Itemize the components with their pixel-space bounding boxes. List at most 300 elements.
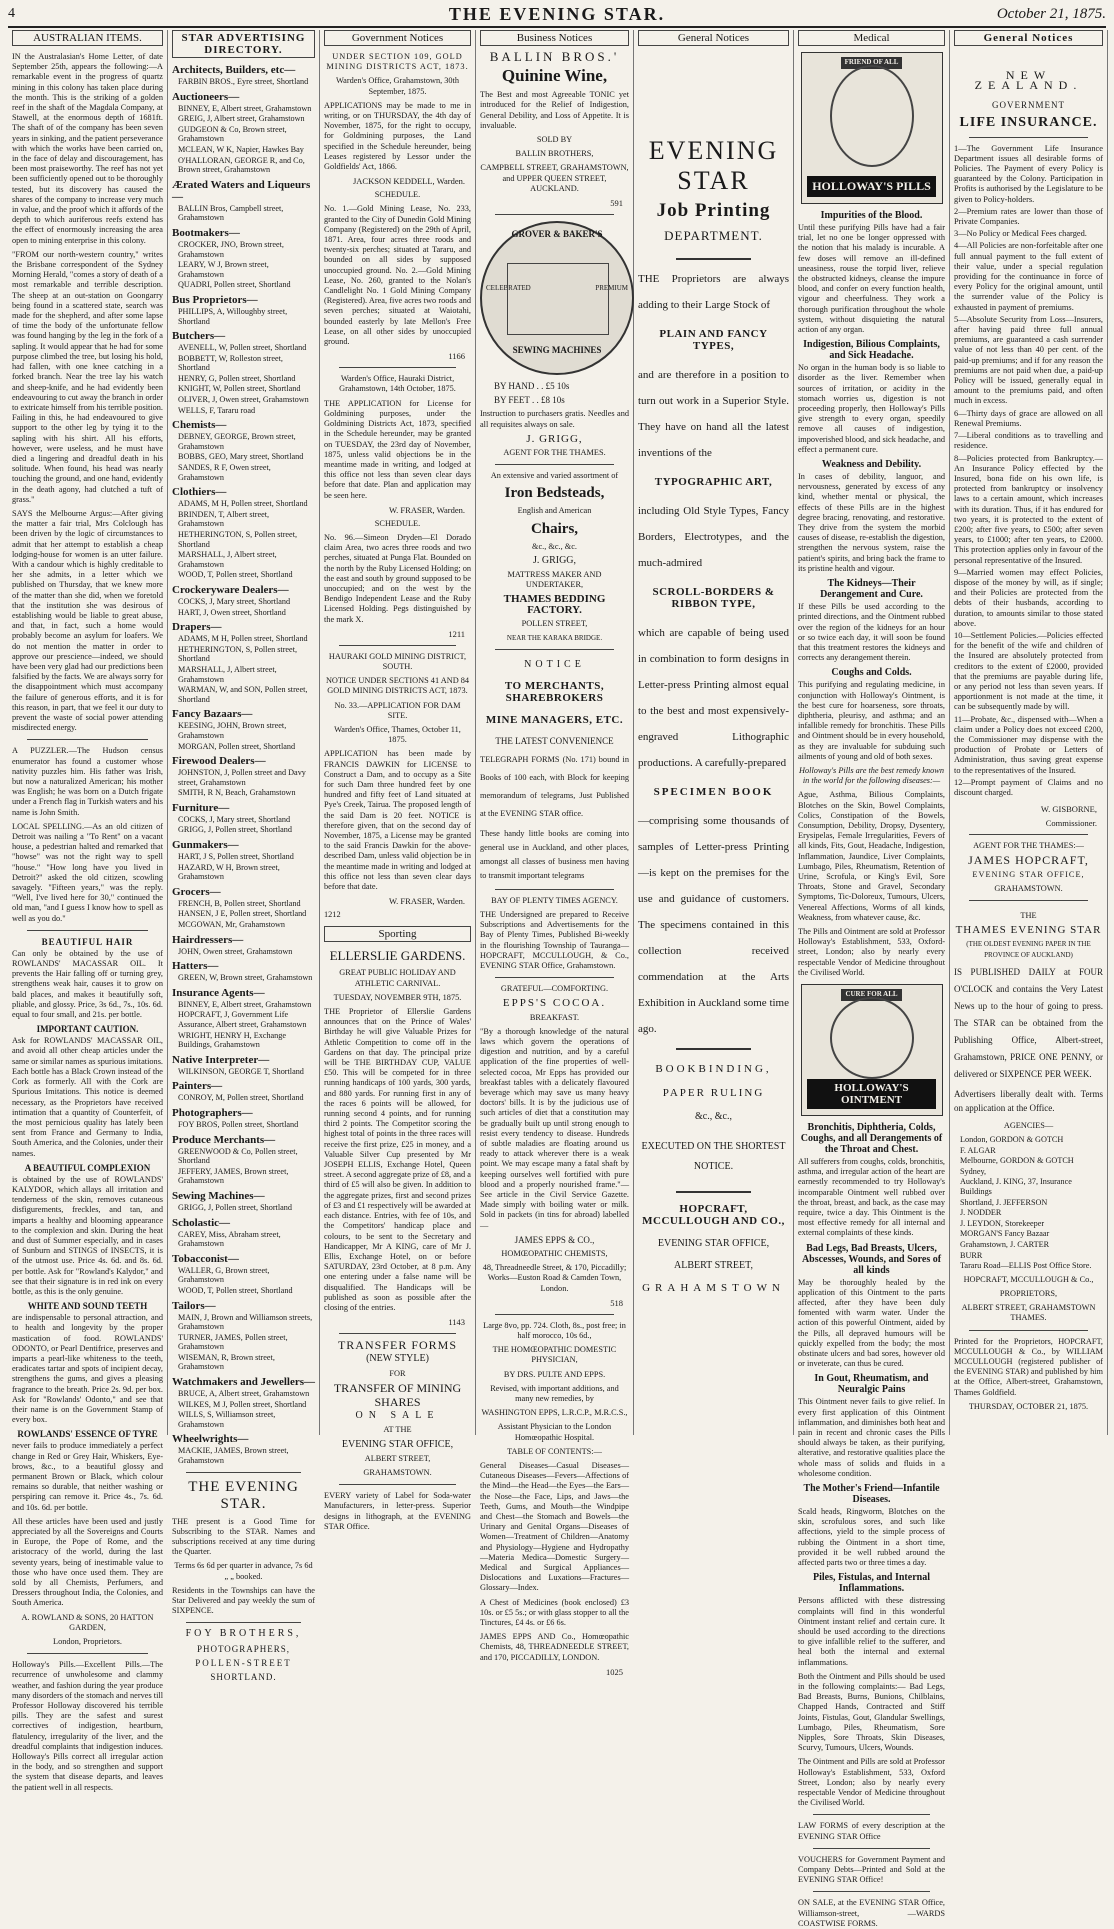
directory-entry: LEARY, W J, Brown street, Grahamstown bbox=[178, 260, 269, 279]
divider bbox=[495, 464, 614, 465]
directory-entry: BINNEY, E, Albert street, Grahamstown bbox=[178, 103, 312, 113]
directory-category: Wheelwrights— bbox=[172, 1433, 249, 1446]
ellerslie-date: TUESDAY, NOVEMBER 9TH, 1875. bbox=[333, 992, 462, 1002]
masthead bbox=[8, 4, 1106, 28]
page-number: 4 bbox=[8, 6, 15, 21]
directory-entry: DEBNEY, GEORGE, Brown street, Grahamstown bbox=[178, 432, 296, 451]
transfer-line: (NEW STYLE) bbox=[366, 1353, 429, 1365]
ad-holloway-small: Holloway's Pills.—Excellent Pills.—The recurrence of unwholesome and clammy weather, and fashion during the year produce many disorders of the stomach and nerves till Professor Holloway discovered his terrible pills. They are the safest and surest correctives of indigestion, heartburn, flatulency, irregularity of the liver, and the dreadful complaints that indigestion induces. Holloway's Pills correct all irregular action in the body, and so strengthen and support the system that disease departs, and leaves the patient well in all respects. bbox=[12, 1660, 163, 1792]
directory-category: Tailors— bbox=[172, 1299, 216, 1312]
directory-entry: WILLS, S, Williamson street, Grahamstown bbox=[178, 1410, 276, 1429]
telegraph-body-2: These handy little books are coming into general use in Auckland, and other places, amongst all classes of business men having to transmit important telegrams bbox=[480, 828, 629, 880]
directory-entry: ADAMS, M H, Pollen street, Shortland bbox=[178, 634, 308, 644]
agency-entry: London, GORDON & GOTCH bbox=[960, 1135, 1064, 1145]
paper-ruling: PAPER RULING bbox=[662, 1087, 765, 1100]
hopcraft-name: HOPCRAFT, MCCULLOUGH AND CO., bbox=[642, 1202, 785, 1227]
med-body: Scald heads, Ringworm, Blotches on the skin, scrofulous sores, and such like affections, yield to the simple process of rubbing the Ointment in a short time, provided it be well rubbed around the affected parts two or three times a day. bbox=[798, 1507, 945, 1568]
directory-entry: TURNER, JAMES, Pollen street, Grahamstown bbox=[178, 1332, 288, 1352]
washington-epps: WASHINGTON EPPS, L.R.C.P., M.R.C.S., bbox=[481, 1408, 628, 1418]
mine-managers: MINE MANAGERS, ETC. bbox=[485, 714, 624, 727]
divider bbox=[969, 1330, 1088, 1331]
notice-number: 1211 bbox=[448, 628, 465, 639]
directory-entry: FARBIN BROS., Eyre street, Shortland bbox=[178, 77, 309, 86]
quinine-title: Quinine Wine, bbox=[501, 66, 608, 86]
divider bbox=[495, 889, 614, 890]
directory-category: Bootmakers— bbox=[172, 226, 240, 239]
insurance-item: 4—All Policies are non-forfeitable after one full annual payment to the full extent of their value, under a special regulation providing for the continuance in force of every Policy for the original amount, until the surrender value of the Policy is exhausted in payment of premiums. bbox=[954, 241, 1103, 312]
directory-entry: WELLS, F, Tararu road bbox=[178, 405, 256, 415]
directory-entry: HART, J, Owen street, Shortland bbox=[178, 607, 286, 617]
notice-number: 518 bbox=[610, 1297, 623, 1308]
notice-body: APPLICATIONS may be made to me in writing, or on THURSDAY, the 4th day of November, 1875, for the right to occupy, for Goldmining purposes, the Land specified in the Schedule hereunder, being Leases registered by Lessor under the Goldfields' Act, 1866. bbox=[324, 100, 471, 172]
grigg-name: J. GRIGG, bbox=[526, 432, 583, 445]
epps-address: 48, Threadneedle Street, & 170, Piccadilly; Works—Euston Road & Camden Town, London. bbox=[482, 1263, 627, 1293]
directory-entry: CAREY, Miss, Abraham street, Grahamstown bbox=[178, 1229, 281, 1249]
foy-sub: PHOTOGRAPHERS, bbox=[196, 1643, 291, 1654]
book-revised: Revised, with important additions, and many new remedies, by bbox=[490, 1383, 619, 1404]
directory-category: Chemists— bbox=[172, 419, 227, 432]
column-job-printing bbox=[634, 30, 794, 1435]
merchants-heading: TO MERCHANTS, SHAREBROKERS bbox=[504, 680, 605, 705]
article-north-western: "FROM our north-western country," writes the Brisbane correspondent of the Sydney Morning Herald, "comes a story of death of a most remarkable and terrible description. The sheep at an out-station on Goongarry being found in a scattered state, search was made for the shepherd, and after some lapse of time the body of the unfortunate fellow was found hanging by the leg in the fork of a sapling. It would appear that he had for some purpose climbed the tree, but losing his hold, had fallen, with one knee catching in a forked branch. Near the tree lay his watch and sheep-knife, and he had evidently been endeavouring to cut away the branch in order to extricate himself from his terrible position. Failing in this, he had endeavoured to give support to the other leg by tying it to the sapling with his shirt. All his efforts, however, were useless, and he must have died a lingering and dreadful death in his solitude. When found, his head was nearly touching the ground, and one hand, evidently in the death agony, had clutched a tuft of grass." bbox=[12, 249, 163, 504]
divider bbox=[676, 1191, 752, 1193]
directory-entry: MARSHALL, J, Albert street, Grahamstown bbox=[178, 550, 277, 569]
notice-office: Warden's Office, Thames, October 11, 1875. bbox=[334, 724, 461, 745]
transfer-line: ALBERT STREET, bbox=[364, 1453, 431, 1463]
divider bbox=[339, 645, 457, 646]
printing-body: —comprising some thousands of samples of Letter-press Printing—is kept on the premises for the use and guidance of customers. The specimens contained in this collection received commendation at the Arts Exhibition in Auckland some time ago. bbox=[638, 815, 789, 1035]
ad-all-articles: All these articles have been used and justly appreciated by all the Sovereigns and Courts in Europe, the Pope of Rome, and the aristocracy of the world, during the last seventy years, being of inestimable value to those who have once used them. They are sold by all Chemists, Perfumers, and Dressers throughout India, the Colonies, and South America. bbox=[12, 1516, 163, 1608]
med-body: May be thoroughly healed by the application of this Ointment to the parts affected, after they have been duly fomented with warm water. Under the action of this powerful Ointment, aided by the Pills, all depraved humours will be quickly expelled from the body; the most obstinate ulcers and bad sores, however old or inveterate, can thus be cured. bbox=[798, 1277, 945, 1369]
typographic-art: TYPOGRAPHIC ART, bbox=[654, 476, 773, 488]
transfer-line: FOR bbox=[389, 1368, 406, 1378]
proprietor-address: ALBERT STREET, GRAHAMSTOWN THAMES. bbox=[961, 1303, 1096, 1323]
agencies-list bbox=[954, 1135, 1103, 1271]
specimen-book: SPECIMEN BOOK bbox=[653, 786, 774, 798]
book-authors: BY DRS. PULTE AND EPPS. bbox=[503, 1369, 606, 1379]
ad-signature: A. ROWLAND & SONS, 20 HATTON GARDEN, bbox=[21, 1612, 154, 1632]
article-argus: SAYS the Melbourne Argus:—After giving the matter a fair trial, Mrs Colclough has been driven by the logic of circumstances to admit that her attempt to establish a cheap lodging-house for women is an utter failure. With a candour which is highly creditable to her she admits, in a letter which we published on Thursday, that we knew more of the matter than she did, when we foretold that the institution she was desirous of establishing would be liable to great abuse, and that, in fact, such a home would probably become an asylum for loafers. We do not mention the matter in order to approve our prescience—indeed, we should have been very glad had our predictions been falsified by the facts. We are always sorry for the disappointment which must accompany the failure of generous efforts, and it is for this reason, in part, that we feel it our duty to prevent the waste of social power attending misdirected energy. bbox=[12, 508, 163, 733]
directory-entry: MCLEAN, W K, Napier, Hawkes Bay bbox=[178, 144, 304, 154]
pills-footer: The Pills and Ointment are sold at Professor Holloway's Establishment, 533, Oxford-street, London; also by nearly every respectable Vendor of Medicine throughout the Civilised World. bbox=[798, 926, 945, 977]
printing-body: which are capable of being used in combination to form designs in Letter-press Printing almost equal to the best and most expensively-engraved Lithographic productions. A carefully-prepared bbox=[638, 627, 789, 769]
etc: &c., &c., &c. bbox=[532, 541, 577, 551]
directory-entry: HART, J S, Pollen street, Shortland bbox=[178, 852, 294, 862]
transfer-line: TRANSFER OF MINING bbox=[333, 1380, 462, 1395]
directory-entry: BALLIN Bros, Campbell street, Grahamstown bbox=[178, 203, 284, 223]
directory-entry: WRIGHT, HENRY H, Exchange Buildings, Grahamstown bbox=[178, 1030, 287, 1050]
divider bbox=[495, 1314, 614, 1315]
agency-entry: Auckland, J. KING, 37, Insurance Buildings bbox=[960, 1177, 1072, 1196]
schedule-heading: SCHEDULE. bbox=[374, 518, 421, 528]
directory-category: Watchmakers and Jewellers— bbox=[172, 1376, 315, 1389]
transfer-title: TRANSFER FORMS bbox=[337, 1338, 458, 1353]
sewing-machine-icon bbox=[507, 263, 609, 335]
telegraph-body: TELEGRAPH FORMS (No. 171) bound in Books of 100 each, with Block for keeping memorandum of telegrams, Just Published at the EVENING STAR office. bbox=[480, 754, 629, 818]
directory-category: Gunmakers— bbox=[172, 839, 239, 852]
sewing-machine-engraving bbox=[480, 221, 634, 375]
agencies-heading: AGENCIES— bbox=[1003, 1120, 1054, 1130]
ad-odonto: are indispensable to personal attraction, and to health and longevity by the proper mastication of food. ROWLANDS' ODONTO, or Pearl Dentifrice, preserves and imparts a pearl-like whiteness to the teeth, eradicates tartar and spots of incipient decay, strengthens the gums, and gives a pleasing fragrance to the breath. Price 2s. 9d. per box. Ask for "Rowlands' Odonto," and see that their name is on the Government Stamp of every box. bbox=[12, 1313, 163, 1425]
med-heading: Coughs and Colds. bbox=[831, 667, 912, 679]
agency-entry: Grahamstown, J. CARTER bbox=[960, 1239, 1050, 1249]
divider bbox=[186, 1622, 300, 1623]
agency-entry: Shortland, J. JEFFERSON bbox=[960, 1197, 1048, 1207]
latest: THE LATEST CONVENIENCE bbox=[495, 736, 614, 747]
oldest-paper: (THE OLDEST EVENING PAPER IN THE PROVINCE OF AUCKLAND) bbox=[966, 940, 1091, 959]
directory-category: Hatters— bbox=[172, 960, 219, 973]
directory-entry: COCKS, J, Mary street, Shortland bbox=[178, 596, 291, 606]
directory-entry: CONROY, M, Pollen street, Shortland bbox=[178, 1093, 304, 1103]
grateful: GRATEFUL—COMFORTING. bbox=[500, 984, 609, 994]
insurance-item: 2—Premium rates are lower than those of Private Companies. bbox=[954, 206, 1103, 227]
notice-title: UNDER SECTION 109, GOLD MINING DISTRICTS ACT, 1873. bbox=[326, 52, 469, 72]
pollen-street: POLLEN STREET, bbox=[521, 618, 588, 628]
figure-icon bbox=[830, 65, 914, 167]
ad-subhead: WHITE AND SOUND TEETH bbox=[27, 1301, 148, 1312]
med-body: This Ointment never fails to give relief. In every first application of this Ointment inflammation, and diminishes both heat and pain in recent and chronic cases the Pills should always be taken, as their purifying, alterative, and restorative qualities place the whole mass of solids and fluids in a wholesome condition. bbox=[798, 1397, 945, 1478]
disease-list-heading: Holloway's Pills are the best remedy known in the world for the following diseases:— bbox=[799, 765, 944, 786]
commissioner: Commissioner. bbox=[1045, 818, 1097, 829]
etc: &c., &c., bbox=[695, 1111, 732, 1123]
med-heading: The Mother's Friend—Infantile Diseases. bbox=[803, 1483, 940, 1506]
directory-category: Photographers— bbox=[172, 1106, 253, 1119]
engraving-text: PREMIUM bbox=[595, 284, 628, 293]
med-heading: The Kidneys—Their Derangement and Cure. bbox=[820, 578, 923, 601]
insurance-item: 9—Married women may effect Policies, dispose of the money by will, as if single; and their Policies are protected from the debts of their husbands, according to duration, to amounts similar to those stated above. bbox=[954, 567, 1103, 628]
foy-addr: POLLEN-STREET bbox=[195, 1657, 292, 1668]
divider bbox=[495, 649, 614, 650]
transfer-line: AT THE bbox=[383, 1425, 412, 1435]
med-body: In cases of debility, languor, and nervousness, generated by excess of any kind, whether mental or physical, the effects of these Pills are in the highest degree bracing, renovating, and restorative. They drive from the system the morbid causes of disease, re-establish the digestion, strengthen the nervous system, raise the patient's spirits, and bring back the frame to its pristine health and vigour. bbox=[798, 472, 945, 573]
directory-entry: HOPCRAFT, J, Government Life Assurance, Albert street, Grahamstown bbox=[178, 1010, 307, 1029]
schedule-body: No. 96.—Simeon Dryden—El Dorado claim Area, two acres three roods and two perches, situated at Punga Flat. Bounded on the north by the Ruby Licensed Holding; on the east and south by ground supposed to be unoccupied; and on the west by the Bendigo Independent Lease and the Ruby Licensed Holding. Pegs distinguished by the mark X. bbox=[324, 532, 471, 624]
insurance-item: 12—Prompt payment of Claims and no discount charged. bbox=[954, 777, 1103, 797]
divider bbox=[676, 1048, 752, 1050]
directory-entry: MARSHALL, J, Albert street, Grahamstown bbox=[178, 664, 277, 684]
med-heading: Bad Legs, Bad Breasts, Ulcers, Abscesses, Wounds, and Sores of all kinds bbox=[801, 1242, 942, 1276]
divider bbox=[339, 1484, 457, 1485]
divider bbox=[676, 258, 752, 260]
english-american: English and American bbox=[517, 506, 592, 516]
directory-entry: WOOD, T, Pollen street, Shortland bbox=[178, 1285, 293, 1295]
directory-entry: ADAMS, M H, Pollen street, Shortland bbox=[178, 499, 308, 509]
holloway-pills-engraving bbox=[801, 52, 943, 204]
directory-category: Drapers— bbox=[172, 621, 222, 634]
med-body: Persons afflicted with these distressing complaints will find in this wonderful Ointment instant relief and certain cure. It should be used according to the directions to give infallible relief to the sufferer, and heal both the internal and external inflammations. bbox=[798, 1596, 945, 1667]
med-heading: In Gout, Rheumatism, and Neuralgic Pains bbox=[814, 1373, 929, 1396]
transfer-line: SHARES bbox=[374, 1394, 421, 1409]
directory-entry: KEESING, JOHN, Brown street, Grahamstown bbox=[178, 721, 287, 740]
divider bbox=[27, 930, 148, 931]
agent-office: EVENING STAR OFFICE, bbox=[972, 869, 1085, 879]
directory-entry: FOY BROS, Pollen street, Shortland bbox=[178, 1119, 299, 1129]
insurance-item: 10—Settlement Policies.—Policies effected for the benefit of the wife and children of the Insured are absolutely protected from creditors to the extent of £2000, provided that the premiums are payable during life, or any period not less than seven years. If apportionment is not made at the time, it can be subsequently made by will. bbox=[954, 630, 1103, 712]
life-insurance-title: LIFE INSURANCE. bbox=[959, 114, 1098, 130]
notice-title: HAURAKI GOLD MINING DISTRICT, SOUTH. bbox=[328, 651, 467, 671]
transfer-line: GRAHAMSTOWN. bbox=[363, 1467, 432, 1477]
breakfast: BREAKFAST. bbox=[529, 1012, 580, 1022]
insurance-item: 11—Probate, &c., dispensed with—When a claim under a Policy does not exceed £200, the Commissioner may dispense with the production of Probate or Letters of Administration, thus saving great expense to the representatives of the Insured. bbox=[954, 714, 1103, 775]
near-bridge: NEAR THE KARAKA BRIDGE. bbox=[506, 634, 603, 643]
directory-category: Firewood Dealers— bbox=[172, 755, 266, 768]
directory-category: Butchers— bbox=[172, 330, 226, 343]
directory-category: Bus Proprietors— bbox=[172, 293, 258, 306]
directory-entry: HANSEN, J E, Pollen street, Shortland bbox=[178, 909, 307, 919]
published-body: IS PUBLISHED DAILY at FOUR O'CLOCK and contains the Very Latest News up to the hour of going to press. The STAR can be obtained from the Publishing Office, Albert-street, Grahamstown, PRICE ONE PENNY, or delivered or SIXPENCE PER WEEK. bbox=[954, 966, 1103, 1079]
insurance-item: 3—No Policy or Medical Fees charged. bbox=[954, 229, 1087, 239]
engraving-ribbon: CURE FOR ALL bbox=[845, 990, 898, 998]
insurance-item: 5—Absolute Security from Loss—Insurers, after having paid three full annual premiums, are guaranteed a cash surrender value of not less than 40 per cent. of the paid-up premiums; and if for any reason the premiums are not paid when due, a paid-up Policy will be issued, generally equal in amount to the premiums paid, and often much in excess. bbox=[954, 314, 1103, 406]
med-heading: Piles, Fistulas, and Internal Inflammations. bbox=[813, 1572, 930, 1595]
directory-entry: O'HALLORAN, GEORGE R, and Co, Brown street, Grahamstown bbox=[178, 155, 305, 175]
ellerslie-body: THE Proprietor of Ellerslie Gardens announces that on the Prince of Wales' Birthday he will give Valuable Prizes for Athletic Competition to come off in the Gardens on that day. The principal prize will be THE BIRTHDAY CUP, VALUE £50. This will be competed for in three running handicaps of 100 yards, 300 yards, and 880 yards. For running first in any of the races 6 points will be allowed, for running second 4 points, and for running third 2 points. The Competitor scoring the highest total of points in the three races will receive the first prize, £25 in money, and a Valuable Silver Cup presented by Mr JOSEPH ELLIS, Exchange Hotel, Queen street. A second aggregate prize of £8, and a third of £5 will also be given. In addition to the aggregate prizes, first and second prizes of £3 and £1 respectively will be awarded at each distance. Entries, with fee of 10s, and the Competitors' handicap place and colours, to be sent to the Secretary and Handicapper, Mr A KING, care of Mr J. Ellis, Exchange Hotel, on or before SATURDAY, 23rd October, at 8 p.m. Any one entering under a false name will be disqualified. The Handicaps will be published as soon as possible after the closing of the entries. bbox=[324, 1007, 471, 1312]
bedding-factory: THAMES BEDDING FACTORY. bbox=[503, 593, 606, 616]
directory-entry: MAIN, J, Brown and Williamson streets, Grahamstown bbox=[178, 1312, 313, 1332]
directory-category: Painters— bbox=[172, 1080, 223, 1093]
advertisers: Advertisers liberally dealt with. Terms on application at the Office. bbox=[954, 1088, 1103, 1113]
divider bbox=[186, 1472, 300, 1473]
notice-office: Warden's Office, Hauraki District, Grahamstown, 14th October, 1875. bbox=[339, 374, 456, 394]
ad-subhead: ROWLANDS' ESSENCE OF TYRE bbox=[17, 1429, 158, 1440]
notice-number: 1143 bbox=[448, 1317, 465, 1328]
chairs: Chairs, bbox=[530, 520, 579, 537]
agency-entry: Sydney, bbox=[960, 1166, 987, 1176]
contents-body: General Diseases—Casual Diseases—Cutaneous Diseases—Fevers—Affections of the Mind—the Head—the Eyes—the Ears—the Nose—the Face, Lips, and Jaws—the Teeth, Gums, and Mouth—the Windpipe and Chest—the Stomach and Bowels—the Urinary and Genital Organs—Diseases of Women—Treatment of Children—Anatomy and Physiology—Hygiene and Hydropathy—Materia Medica—Domestic Surgery—Medical and Surgical Appliances—Dislocations and Luxations—Fractures—Glossary—Index. bbox=[480, 1461, 629, 1593]
holloway-ointment-engraving bbox=[801, 984, 943, 1116]
agency-entry: J. LEYDON, Storekeeper bbox=[960, 1218, 1045, 1228]
directory-category: Furniture— bbox=[172, 801, 230, 814]
insurance-list bbox=[954, 144, 1103, 799]
directory-entry: JOHN, Owen street, Grahamstown bbox=[178, 946, 293, 956]
directory-category: Insurance Agents— bbox=[172, 986, 265, 999]
directory-entry: BINNEY, E, Albert street, Grahamstown bbox=[178, 999, 312, 1009]
notice-signature: W. FRASER, Warden. bbox=[388, 896, 465, 907]
office: EVENING STAR OFFICE, bbox=[657, 1237, 770, 1249]
notice-signature: W. FRASER, Warden. bbox=[388, 504, 465, 515]
price-hand: BY HAND . . £5 10s bbox=[494, 381, 570, 392]
directory-category: Architects, Builders, etc— bbox=[172, 64, 296, 76]
directory-entry: BRINDEN, T, Albert street, Grahamstown bbox=[178, 509, 270, 529]
sold-by: SOLD BY bbox=[536, 135, 573, 145]
medicine-chest: A Chest of Medicines (book enclosed) £3 10s. or £5 5s.; or with glass stopper to all the Tinctures, £4 4s. or £6 6s. bbox=[480, 1597, 629, 1628]
foy-town: SHORTLAND. bbox=[210, 1672, 277, 1683]
directory-entry: SANDES, R F, Owen street, Grahamstown bbox=[178, 463, 271, 482]
directory-category: Scholastic— bbox=[172, 1216, 231, 1229]
directory-entry: CROCKER, JNO, Brown street, Grahamstown bbox=[178, 239, 284, 259]
ellerslie-sub: GREAT PUBLIC HOLIDAY AND ATHLETIC CARNIVAL. bbox=[339, 968, 456, 988]
med-body: No organ in the human body is so liable to disorder as the liver. Remember when sources of irritation, or acidity in the stomach worries us, digestion is not proceeding properly, then Holloway's Pills give strength to every organ, speedily remove all causes of indigestion, impoverished blood, and sick headache, and effect a permanent cure. bbox=[798, 363, 945, 454]
ballin-address: CAMPBELL STREET, GRAHAMSTOWN, and UPPER QUEEN STREET, AUCKLAND. bbox=[480, 163, 629, 193]
schedule-heading: SCHEDULE. bbox=[374, 190, 421, 200]
directory-entry: MACKIE, JAMES, Brown street, Grahamstown bbox=[178, 1446, 289, 1466]
directory-entry: JEFFERY, JAMES, Brown street, Grahamstown bbox=[178, 1166, 289, 1186]
directory-entry: GREIG, J, Albert street, Grahamstown bbox=[178, 114, 305, 124]
directory-list bbox=[172, 64, 315, 1466]
ad-headline: BEAUTIFUL HAIR bbox=[41, 936, 134, 947]
insurance-item: 1—The Government Life Insurance Department issues all desirable forms of Policies. The Payment of every Policy is guaranteed by the Colony. Participation in Profits is authorised by the Legislature to be given to Policy-holders. bbox=[954, 143, 1103, 204]
proprietor-name: HOPCRAFT, MCCULLOUGH & Co., bbox=[963, 1274, 1094, 1284]
iron-bedsteads: Iron Bedsteads, bbox=[504, 485, 605, 502]
section-header-sporting: Sporting bbox=[324, 926, 471, 942]
directory-entry: BOBBETT, W, Rolleston street, Shortland bbox=[178, 353, 283, 373]
job-printing-title: Job Printing bbox=[656, 200, 771, 221]
star-terms: Terms 6s 6d per quarter in advance, 7s 6d „ „ booked. bbox=[174, 1561, 313, 1581]
divider bbox=[813, 1848, 931, 1849]
column-header: General Notices bbox=[954, 30, 1103, 46]
notice-number: 1025 bbox=[606, 1666, 623, 1677]
price-foot: BY FEET . . £8 10s bbox=[494, 395, 565, 406]
divider bbox=[27, 1653, 148, 1654]
sewing-body: Instruction to purchasers gratis. Needles and all requisites always on sale. bbox=[480, 409, 629, 429]
evening-star-title: EVENING STAR bbox=[648, 136, 779, 195]
med-heading: Weakness and Debility. bbox=[821, 459, 922, 471]
engraving-text: CELEBRATED bbox=[486, 284, 531, 293]
insurance-item: 8—Policies protected from Bankruptcy.—An Insurance Policy effected by the Insured, bona fide on his own life, is protected from bankruptcy or insolvency laws to a certain amount, which increases with its duration. Thus, if it has endured for two years, it is protected to the extent of £200; after five years, to £500; after seven years, to £1000; after ten years, to £2000. This protection applies only in favour of the personal representative of the Insured. bbox=[954, 453, 1103, 565]
agency-entry: Melbourne, GORDON & GOTCH bbox=[960, 1156, 1074, 1166]
ellerslie-title: ELLERSLIE GARDENS. bbox=[329, 948, 466, 964]
column-header: Business Notices bbox=[480, 30, 629, 46]
table-contents: TABLE OF CONTENTS:— bbox=[507, 1446, 602, 1456]
newspaper-title: THE EVENING STAR. bbox=[448, 4, 666, 24]
directory-entry: FRENCH, B, Pollen street, Shortland bbox=[178, 898, 301, 908]
directory-category: Native Interpreter— bbox=[172, 1053, 270, 1066]
the: THE bbox=[1020, 911, 1037, 921]
grahamstown: GRAHAMSTOWN bbox=[642, 1282, 785, 1295]
notice-no: No. 33.—APPLICATION FOR DAM SITE. bbox=[334, 700, 461, 720]
bay-body: THE Undersigned are prepared to Receive Subscriptions and Advertisements for the Bay of Plenty Times, Published Bi-weekly in the flourishing Township of Tauranga—HOPCRAFT, MCCULLOUGH, & Co., EVENING STAR Office, Grahamstown. bbox=[480, 909, 629, 970]
star-subscription-title: THE EVENING STAR. bbox=[188, 1478, 299, 1512]
agency-entry: BURR bbox=[960, 1250, 983, 1260]
scroll-borders: SCROLL-BORDERS & RIBBON TYPE, bbox=[652, 586, 775, 610]
directory-entry: WISEMAN, R, Brown street, Grahamstown bbox=[178, 1352, 275, 1372]
grigg-intro: An extensive and varied assortment of bbox=[490, 471, 619, 481]
article-local-spelling: LOCAL SPELLING.—As an old citizen of Detroit was nailing a "To Rent" on a vacant house, a pedestrian halted and remarked that "howse" was not the right way to spell "house." "How long have you lived in Detroit?" asked the old citizen, scowling savagely. "Fifteen years," was the reply. "Well, I've lived here for 30," continued the old man, "and I guess I know how to spell as well as you do." bbox=[12, 821, 163, 923]
column-header: Government Notices bbox=[324, 30, 471, 46]
divider bbox=[969, 834, 1088, 835]
directory-category: Auctioneers— bbox=[172, 90, 240, 103]
transfer-line: EVENING STAR OFFICE, bbox=[341, 1438, 454, 1450]
directory-entry: AVENELL, W, Pollen street, Shortland bbox=[178, 343, 307, 353]
transfer-line: ON SALE bbox=[355, 1410, 440, 1422]
column-directory bbox=[168, 30, 320, 1683]
notice-office: Warden's Office, Grahamstown, 30th September, 1875. bbox=[335, 76, 460, 96]
notice-signature: JACKSON KEDDELL, Warden. bbox=[352, 176, 465, 187]
med-body: All sufferers from coughs, colds, bronchitis, asthma, and irregular action of the heart are earnestly recommended to try Holloway's incomparable Ointment well rubbed over the throat, breast, and back, as the case may require, twice a day. This Ointment is the most effective remedy for all internal and external complaints of these kinds. bbox=[798, 1157, 945, 1238]
issue-date: October 21, 1875. bbox=[996, 6, 1106, 22]
schedule-body: No. 1.—Gold Mining Lease, No. 233, granted to the City of Dunedin Gold Mining Company (Registered) on the 29th of April, 1871. Area, four acres three roods and twenty-six perches; situated at Tararu, and bounded on all sides by supposed unoccupied ground. No. 2.—Gold Mining Lease, No. 260, granted to the Nolan's Candlelight No. 1 Gold Mining Company (Registered). Area, five acres two roods and seven perches; situated at Waiotahi, bounded easterly by late Mellon's Free Lease, on all other sides by unoccupied ground. bbox=[324, 204, 471, 347]
divider bbox=[495, 214, 614, 215]
divider bbox=[339, 367, 457, 368]
directory-entry: GRIGG, J, Pollen street, Shortland bbox=[178, 825, 292, 835]
notice-body: APPLICATION has been made by FRANCIS DAWKIN for LICENSE to Construct a Dam, and to occupy as a Site for such Dam three hundred feet by one hundred and fifty feet of Land situated at Pye's Creek, Tairua. The proposed length of the said Dam is 20 feet. NOTICE is therefore given, that on the second day of November, 1875, a License may be granted to the said Francis Dawkin for the above-described Dam, unless valid objection be in the meantime made in writing and lodged at this office not less than seven clear days before that date. bbox=[324, 749, 471, 892]
directory-category: Ærated Waters and Liqueurs— bbox=[172, 178, 311, 203]
directory-entry: BRUCE, A, Albert street, Grahamstown bbox=[178, 1389, 310, 1399]
column-business-notices bbox=[476, 30, 634, 1677]
notice-heading: NOTICE bbox=[524, 659, 585, 671]
directory-category: Hairdressers— bbox=[172, 933, 244, 946]
executed: EXECUTED ON THE SHORTEST NOTICE. bbox=[641, 1140, 786, 1172]
quinine-body: The Best and most Agreeable TONIC yet introduced for the Relief of Indigestion, General Debility, and Loss of Appetite. It is invaluable. bbox=[480, 90, 629, 130]
ad-kalydor: is obtained by the use of ROWLANDS' KALYDOR, which allays all irritation and tenderness of the skin, removes cutaneous disfigurements, freckles, and tan, and imparts a healthy and blooming appearance to the complexion and skin. During the heat and dust of Summer especially, and in cases of Sunburn and STINGS of INSECTS, it is of the utmost use. Price 4s. 6d. and 8s. 6d. per bottle. Ask for "Rowland's Kalydor," and see that their signature is in red ink on every bottle, as this is the only genuine. bbox=[12, 1174, 163, 1296]
label-ad: EVERY variety of Label for Soda-water Manufacturers, in letter-press. Superior designs in lithograph, at the EVENING STAR Office. bbox=[324, 1491, 471, 1531]
med-heading: Impurities of the Blood. bbox=[820, 210, 923, 221]
med-heading: Indigestion, Bilious Complaints, and Sick Headache. bbox=[803, 339, 940, 362]
epps-title: EPPS'S COCOA. bbox=[502, 997, 607, 1010]
albert-street: ALBERT STREET, bbox=[673, 1259, 754, 1271]
column-medical bbox=[794, 30, 950, 1928]
ad-subhead: IMPORTANT CAUTION. bbox=[36, 1024, 139, 1035]
asst-physician: Assistant Physician to the London Homœopathic Hospital. bbox=[497, 1422, 612, 1442]
bookbinding: BOOKBINDING, bbox=[655, 1063, 772, 1075]
directory-entry: PHILLIPS, A, Willoughby street, Shortland bbox=[178, 306, 288, 326]
directory-entry: HETHERINGTON, S, Pollen street, Shortland bbox=[178, 530, 298, 549]
imprint-date: THURSDAY, OCTOBER 21, 1875. bbox=[968, 1401, 1089, 1411]
disease-list: Ague, Asthma, Bilious Complaints, Blotches on the Skin, Bowel Complaints, Colics, Constipation of the Bowels, Consumption, Debility, Dropsy, Dysentery, Erysipelas, Female Irregularities, Fevers of all kinds, Fits, Gout, Headache, Indigestion, Inflammation, Jaundice, Liver Complaints, Lumbago, Piles, Rheumatism, Retention of Urine, Scrofula, or King's Evil, Sore Throats, Stone and Gravel, Secondary Symptoms, Tic-Doloreux, Tumours, Ulcers, Venereal Affections, Worms of all kinds, Weakness, from whatever cause, &c. bbox=[798, 790, 945, 922]
notice-sub: NOTICE UNDER SECTIONS 41 AND 84 GOLD MINING DISTRICTS ACT, 1873. bbox=[325, 676, 470, 696]
med-body: This purifying and regulating medicine, in conjunction with Holloway's Ointment, is the best cure for hoarseness, sore throats, diphtheria, pleurisy, and asthma; and an infallible remedy for bronchitis. These Pills and Ointment should be in every household, as they are invaluable for subduing such ailments of young and old of both sexes. bbox=[798, 680, 945, 761]
divider bbox=[813, 1891, 931, 1892]
directory-entry: MCGOWAN, Mr, Grahamstown bbox=[178, 920, 286, 930]
domestic-physician: THE HOMŒOPATHIC DOMESTIC PHYSICIAN, bbox=[492, 1345, 617, 1365]
imprint: Printed for the Proprietors, HOPCRAFT, MCCULLOUGH & Co., by WILLIAM MCCULLOUGH (registered publisher of the EVENING STAR) and published by him at the Office, Albert-street, Grahamstown, Thames Goldfield. bbox=[954, 1336, 1103, 1397]
directory-category: Tobacconist— bbox=[172, 1252, 239, 1265]
directory-category: Grocers— bbox=[172, 885, 221, 898]
column-government-notices bbox=[320, 30, 476, 1531]
agency-entry: Tararu Road—ELLIS Post Office Store. bbox=[960, 1261, 1092, 1271]
article-golden-reef: IN the Australasian's Home Letter, of date September 25th, appears the following:—A remarkable event in the progress of quartz mining in this colony has taken place during the month. This is the striking of a golden reef in the shaft of the Magdala Company, at Stawell, at the enormous depth of 1681ft. The shaft of of the company has been seven years in sinking, and the patient perseverance with which the works have been carried on, in the face of delay and discouragement, has been most praiseworthy. The reef has not yet been sufficiently opened out to be thoroughly tested, but its discovery has caused the shares of the company to increase very much in value, and the proof which it affords of the depth to which auriferous reefs extend has the effect of enormously increasing the area open to mining enterprise in this colony. bbox=[12, 52, 164, 245]
directory-entry: HENRY, G, Pollen street, Shortland bbox=[178, 373, 296, 383]
directory-entry: KNIGHT, W, Pollen street, Shortland bbox=[178, 384, 301, 394]
law-forms: LAW FORMS of every description at the EVENING STAR Office bbox=[798, 1821, 945, 1841]
agent-heading: AGENT FOR THE THAMES:— bbox=[973, 841, 1084, 851]
directory-category: Sewing Machines— bbox=[172, 1189, 265, 1202]
column-life-insurance bbox=[950, 30, 1108, 1435]
insurance-item: 6—Thirty days of grace are allowed on all Renewal Premiums. bbox=[954, 408, 1103, 428]
agency-entry: J. NODDER bbox=[960, 1208, 1002, 1218]
star-delivery: Residents in the Townships can have the Star Delivered and pay weekly the sum of SIXPENCE. bbox=[172, 1585, 315, 1616]
ointment-list: Both the Ointment and Pills should be used in the following complaints:— Bad Legs, Bad Breasts, Burns, Bunions, Chilblains, Chapped Hands, Contracted and Stiff Joints, Fistulas, Gout, Glandular Swellings, Lumbago, Piles, Rheumatism, Sore Nipples, Sore Throats, Skin Diseases, Scurvy, Tumours, Ulcers, Wounds. bbox=[798, 1671, 945, 1753]
directory-entry: HETHERINGTON, S, Pollen street, Shortland bbox=[178, 644, 298, 664]
column-header: General Notices bbox=[638, 30, 789, 46]
agency-entry: F. ALGAR bbox=[960, 1145, 996, 1155]
notice-number: 591 bbox=[610, 198, 623, 209]
engraving-text: GROVER & BAKER'S bbox=[511, 229, 603, 240]
directory-entry: GREEN, W, Brown street, Grahamstown bbox=[178, 973, 313, 983]
grigg-name: J. GRIGG, bbox=[532, 554, 577, 566]
star-subscription-body: THE present is a Good Time for Subscribing to the STAR. Names and subscriptions received at any time during the Quarter. bbox=[172, 1516, 315, 1557]
nz-title: NEW ZEALAND. bbox=[974, 68, 1083, 93]
directory-entry: BOBBS, GEO, Mary street, Shortland bbox=[178, 452, 304, 462]
bay-title: BAY OF PLENTY TIMES AGENCY. bbox=[491, 895, 618, 905]
directory-category: Fancy Bazaars— bbox=[172, 708, 253, 721]
column-header: Medical bbox=[798, 30, 945, 46]
ointment-footer: The Ointment and Pills are sold at Professor Holloway's Establishment, 533, Oxford Street, London; also by nearly every respectable Vendor of Medicine throughout the Civilised World. bbox=[798, 1757, 945, 1808]
med-heading: Bronchitis, Diphtheria, Colds, Coughs, and all Derangements of the Throat and Chest. bbox=[800, 1122, 943, 1155]
gisborne: W. GISBORNE, bbox=[1040, 804, 1097, 815]
directory-entry: WILKES, M J, Pollen street, Shortland bbox=[178, 1399, 307, 1409]
printing-body: THE Proprietors are always adding to their Large Stock of bbox=[638, 273, 789, 311]
divider bbox=[27, 739, 148, 740]
james-epps: JAMES EPPS & CO., bbox=[514, 1234, 595, 1245]
directory-category: Crockeryware Dealers— bbox=[172, 583, 289, 596]
directory-entry: SMITH, R N, Beach, Grahamstown bbox=[178, 788, 296, 798]
directory-entry: GREENWOOD & Co, Pollen street, Shortland bbox=[178, 1146, 298, 1166]
foy-title: FOY BROTHERS, bbox=[185, 1628, 302, 1640]
notice-number: 1166 bbox=[448, 351, 465, 362]
directory-entry: WALLER, G, Brown street, Grahamstown bbox=[178, 1265, 270, 1285]
directory-entry: GRIGG, J, Pollen street, Shortland bbox=[178, 1202, 292, 1212]
